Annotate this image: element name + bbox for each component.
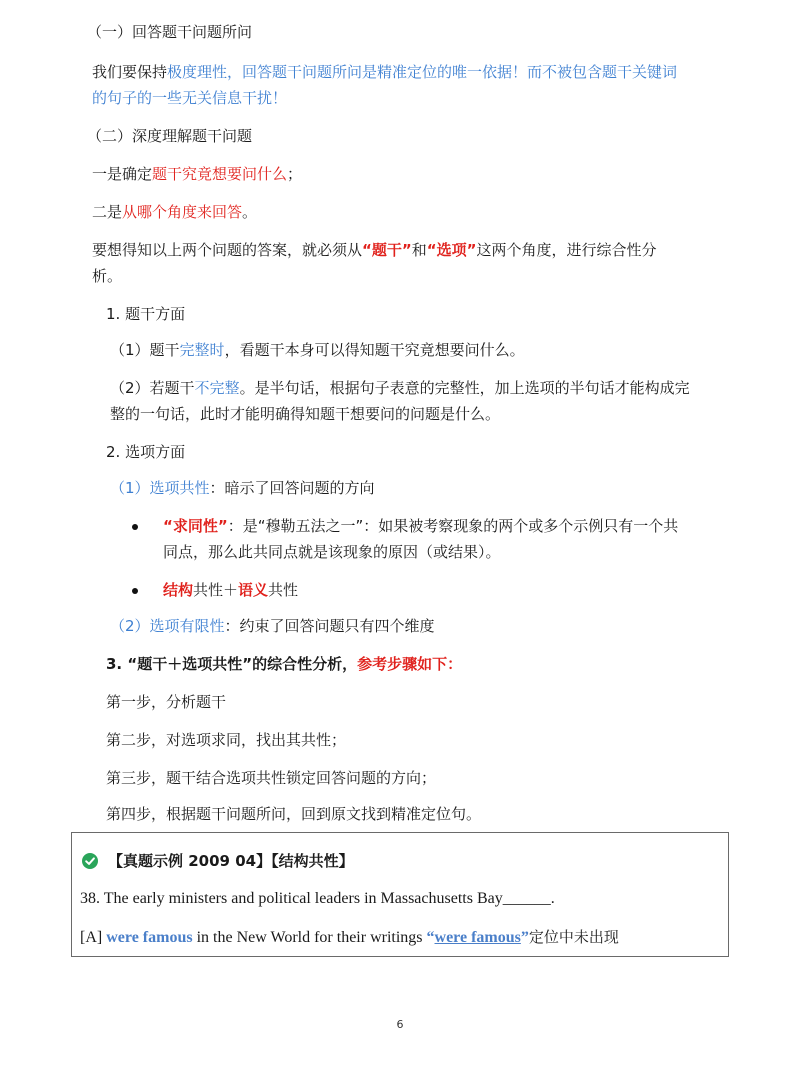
paragraph-line: 析。	[92, 267, 123, 285]
step-item: 第二步，对选项求同，找出其共性；	[106, 731, 347, 749]
bullet-item: 结构共性＋语义共性	[163, 581, 299, 599]
step-item: 第四步，根据题干问题所问，回到原文找到精准定位句。	[106, 805, 482, 823]
paragraph-line: 的句子的一些无关信息干扰！	[92, 89, 288, 107]
subsection-heading-3: 3. “题干＋选项共性”的综合性分析，参考步骤如下：	[106, 655, 463, 673]
step-item: 第一步，分析题干	[106, 693, 227, 711]
paragraph-line: 我们要保持极度理性，回答题干问题所问是精准定位的唯一依据！而不被包含题干关键词	[92, 63, 678, 81]
example-question: 38. The early ministers and political leaders in Massachusetts Bay______.	[80, 890, 555, 907]
list-item: （2）选项有限性：约束了回答问题只有四个维度	[110, 617, 435, 635]
check-circle-icon	[82, 853, 98, 869]
step-item: 第三步，题干结合选项共性锁定回答问题的方向；	[106, 769, 437, 787]
subsection-heading-2: 2. 选项方面	[106, 443, 186, 461]
bullet-item: “求同性”：是“穆勒五法之一”：如果被考察现象的两个或多个示例只有一个共	[163, 517, 679, 535]
section-heading-1: （一）回答题干问题所问	[87, 23, 253, 41]
subsection-heading-1: 1. 题干方面	[106, 305, 186, 323]
paragraph-line: 二是从哪个角度来回答。	[92, 203, 258, 221]
list-item: （1）选项共性：暗示了回答问题的方向	[110, 479, 375, 497]
bullet-icon	[132, 588, 138, 594]
example-option-a: [A] were famous in the New World for their writings “were famous”定位中未出现	[80, 928, 619, 946]
example-box	[71, 832, 729, 957]
list-item: （2）若题干不完整。是半句话，根据句子表意的完整性，加上选项的半句话才能构成完	[110, 379, 690, 397]
paragraph-line: 一是确定题干究竟想要问什么；	[92, 165, 303, 183]
bullet-item-continuation: 同点，那么此共同点就是该现象的原因（或结果）。	[163, 543, 501, 561]
example-title: 【真题示例 2009 04】【结构共性】	[108, 852, 354, 870]
list-item: （1）题干完整时，看题干本身可以得知题干究竟想要问什么。	[110, 341, 525, 359]
paragraph-line: 要想得知以上两个问题的答案，就必须从“题干”和“选项”这两个角度，进行综合性分	[92, 241, 657, 259]
bullet-icon	[132, 524, 138, 530]
section-heading-2: （二）深度理解题干问题	[87, 127, 253, 145]
list-item-continuation: 整的一句话，此时才能明确得知题干想要问的问题是什么。	[110, 405, 501, 423]
page-number: 6	[396, 1018, 404, 1031]
